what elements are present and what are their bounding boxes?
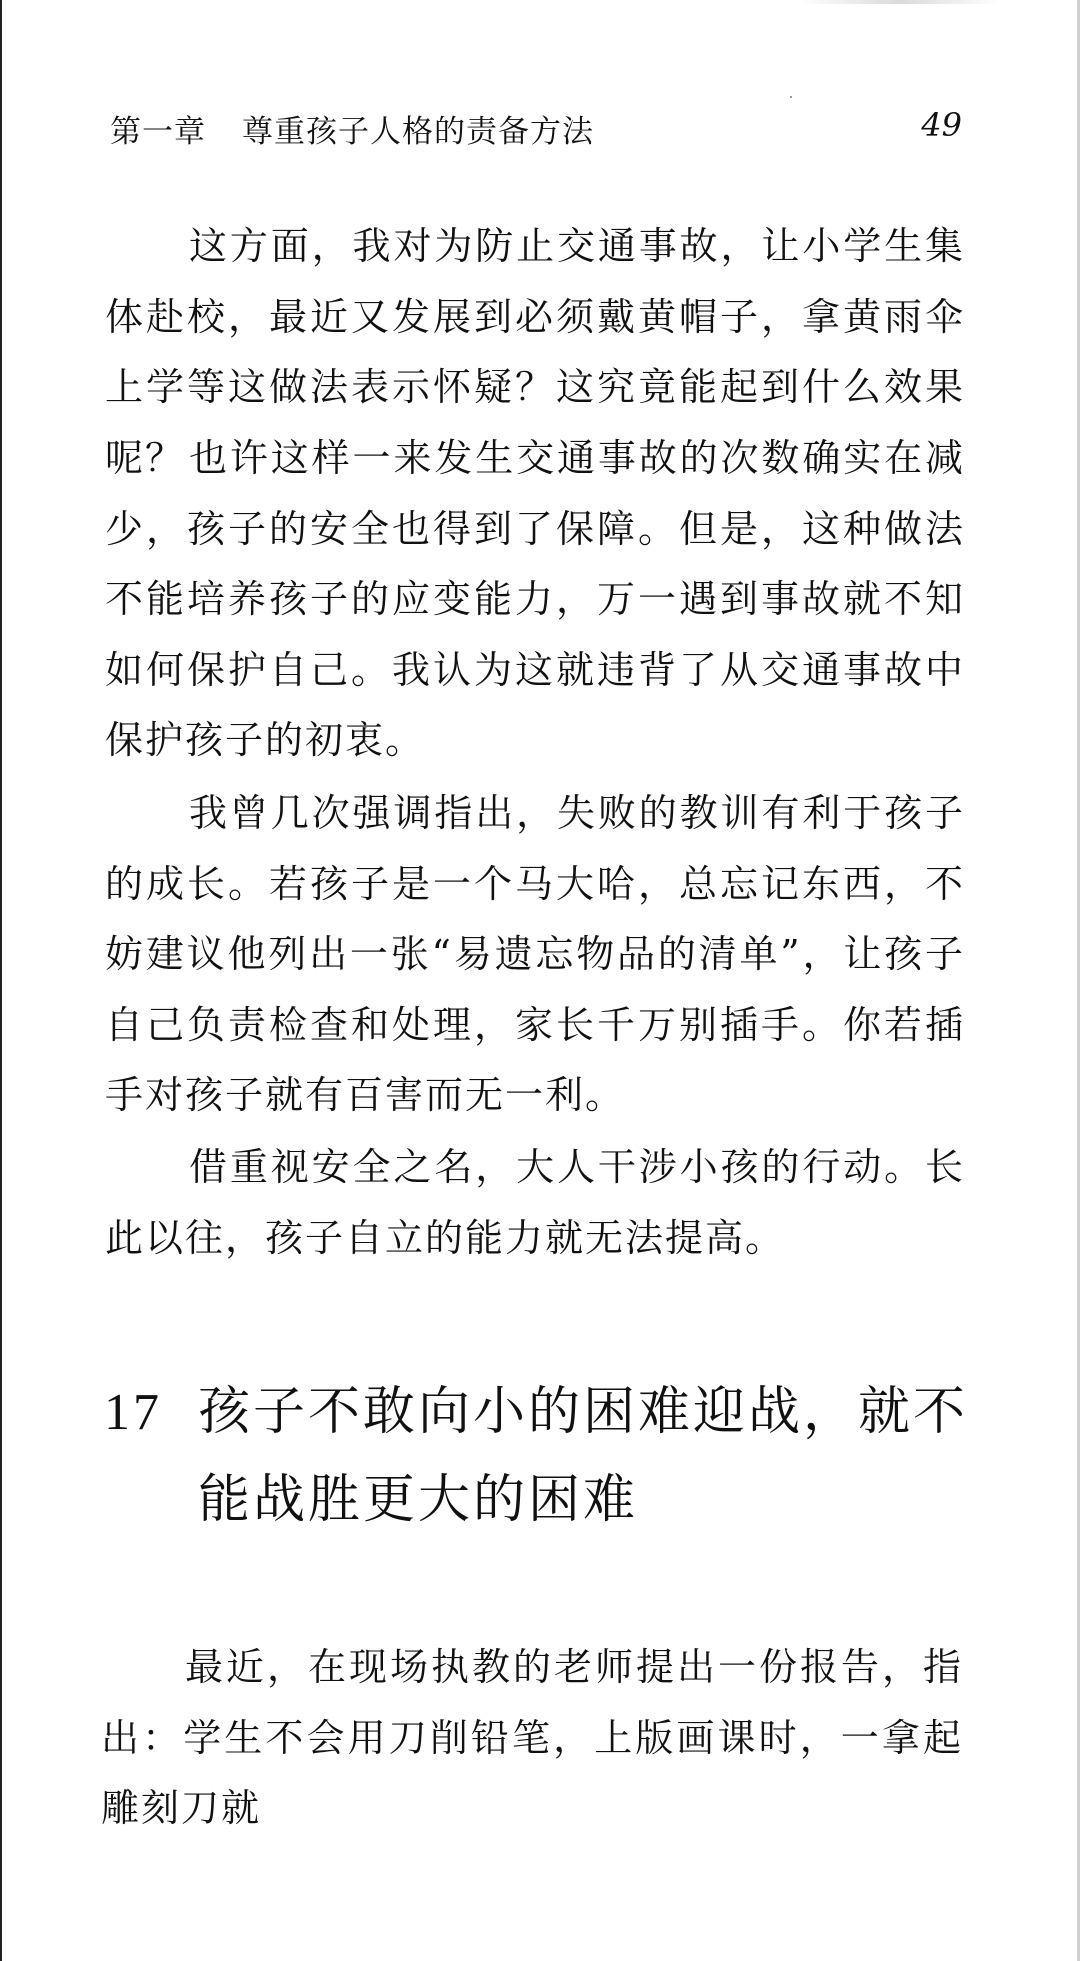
page-number: 49 [921, 106, 962, 144]
page-left-edge [0, 0, 2, 1961]
section-number: 17 [104, 1384, 162, 1441]
paragraph-1: 这方面，我对为防止交通事故，让小学生集体赴校，最近又发展到必须戴黄帽子，拿黄雨伞上学等这做法表示怀疑？这究竟能起到什么效果呢？ [105, 224, 965, 480]
chapter-title: 尊重孩子人格的责备方法 [242, 114, 594, 150]
paragraph-3: 我曾几次强调指出，失败的教训有利于孩子的成长。若孩子是一个马大哈，总忘记东西，不妨建议他列出一张“易遗忘物品的清单”，让孩子自己负责检查和处理，家长千万别插手。你若插手对孩子就有百害而无一利。 [105, 791, 965, 1117]
chapter-label: 第一章 [110, 114, 206, 150]
scan-speck [790, 96, 792, 98]
scan-artifact [800, 0, 1000, 4]
paragraph-2: 也许这样一来发生交通事故的次数确实在减少，孩子的安全也得到了保障。但是，这种做法不能培养孩子的应变能力，万一遇到事故就不知如何保护自己。我认为这就违背了从交通事故中保护孩子的初衷。 [105, 436, 965, 762]
paragraph-5: 最近，在现场执教的老师提出一份报告，指出：学生不会用刀削铅笔，上版画课时，一拿起雕刻刀就 [101, 1645, 963, 1830]
running-head [110, 106, 594, 151]
paragraph-4: 借重视安全之名，大人干涉小孩的行动。长此以往，孩子自立的能力就无法提高。 [105, 1145, 965, 1260]
section-heading [104, 1368, 984, 1544]
section-title: 孩子不敢向小的困难迎战，就不能战胜更大的困难 [198, 1382, 969, 1530]
